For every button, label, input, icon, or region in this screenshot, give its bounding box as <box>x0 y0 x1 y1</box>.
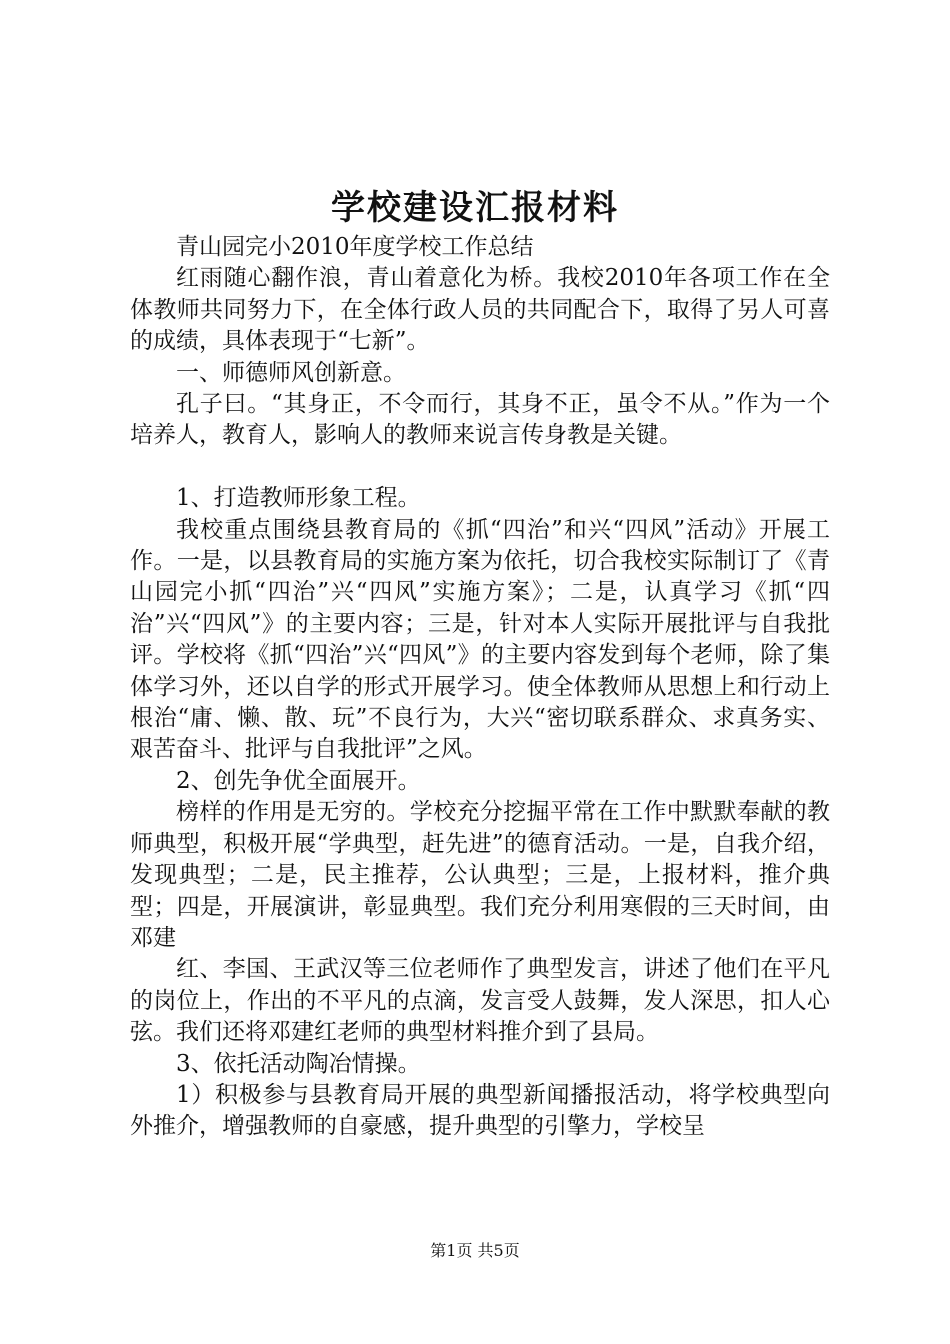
document-title: 学校建设汇报材料 <box>331 188 619 228</box>
subsection-heading-1: 1、打造教师形象工程。 <box>176 485 421 512</box>
blank-line <box>130 452 830 483</box>
paragraph-body: 红、李国、王武汉等三位老师作了典型发言，讲述了他们在平凡的岗位上，作出的不平凡的点滴，发言受人鼓舞，发人深思，扣人心弦。我们还将邓建红老师的典型材料推介到了县局。 <box>130 956 830 1046</box>
paragraph-body: 1）积极参与县教育局开展的典型新闻播报活动，将学校典型向外推介，增强教师的自豪感，提升典型的引擎力，学校呈 <box>130 1081 830 1140</box>
page-number-footer: 第1页 共5页 <box>430 1241 520 1260</box>
paragraph-body: 我校重点围绕县教育局的《抓“四治”和兴“四风”活动》开展工作。一是，以县教育局的实施方案为依托，切合我校实际制订了《青山园完小抓“四治”兴“四风”实施方案》；二是，认真学习《抓“四治”兴“四风”》的主要内容；三是，针对本人实际开展批评与自我批评。学校将《抓“四治”兴“四风”》的主要内容发到每个老师，除了集体学习外，还以自学的形式开展学习。使全体教师从思想上和行动上根治“庸、懒、散、玩”不良行为，大兴“密切联系群众、求真务实、艰苦奋斗、批评与自我批评”之风。 <box>130 516 830 763</box>
paragraph-body: 榜样的作用是无穷的。学校充分挖掘平常在工作中默默奉献的教师典型，积极开展“学典型，赶先进”的德育活动。一是，自我介绍，发现典型；二是，民主推荐，公认典型；三是，上报材料，推介典型；四是，开展演讲，彰显典型。我们充分利用寒假的三天时间，由邓建 <box>130 799 830 951</box>
subsection-heading-2: 2、创先争优全面展开。 <box>176 767 421 794</box>
subsection-heading-3: 3、依托活动陶冶情操。 <box>176 1050 421 1077</box>
paragraph-subtitle: 青山园完小2010年度学校工作总结 <box>176 234 534 260</box>
paragraph-intro: 红雨随心翻作浪，青山着意化为桥。我校2010年各项工作在全体教师共同努力下，在全体行政人员的共同配合下，取得了另人可喜的成绩，具体表现于“七新”。 <box>130 265 830 355</box>
section-heading-1: 一、师德师风创新意。 <box>176 359 406 386</box>
paragraph-quote: 孔子曰。“其身正，不令而行，其身不正，虽令不从。”作为一个培养人，教育人，影响人的教师来说言传身教是关键。 <box>130 391 830 449</box>
document-body <box>130 232 830 1143</box>
